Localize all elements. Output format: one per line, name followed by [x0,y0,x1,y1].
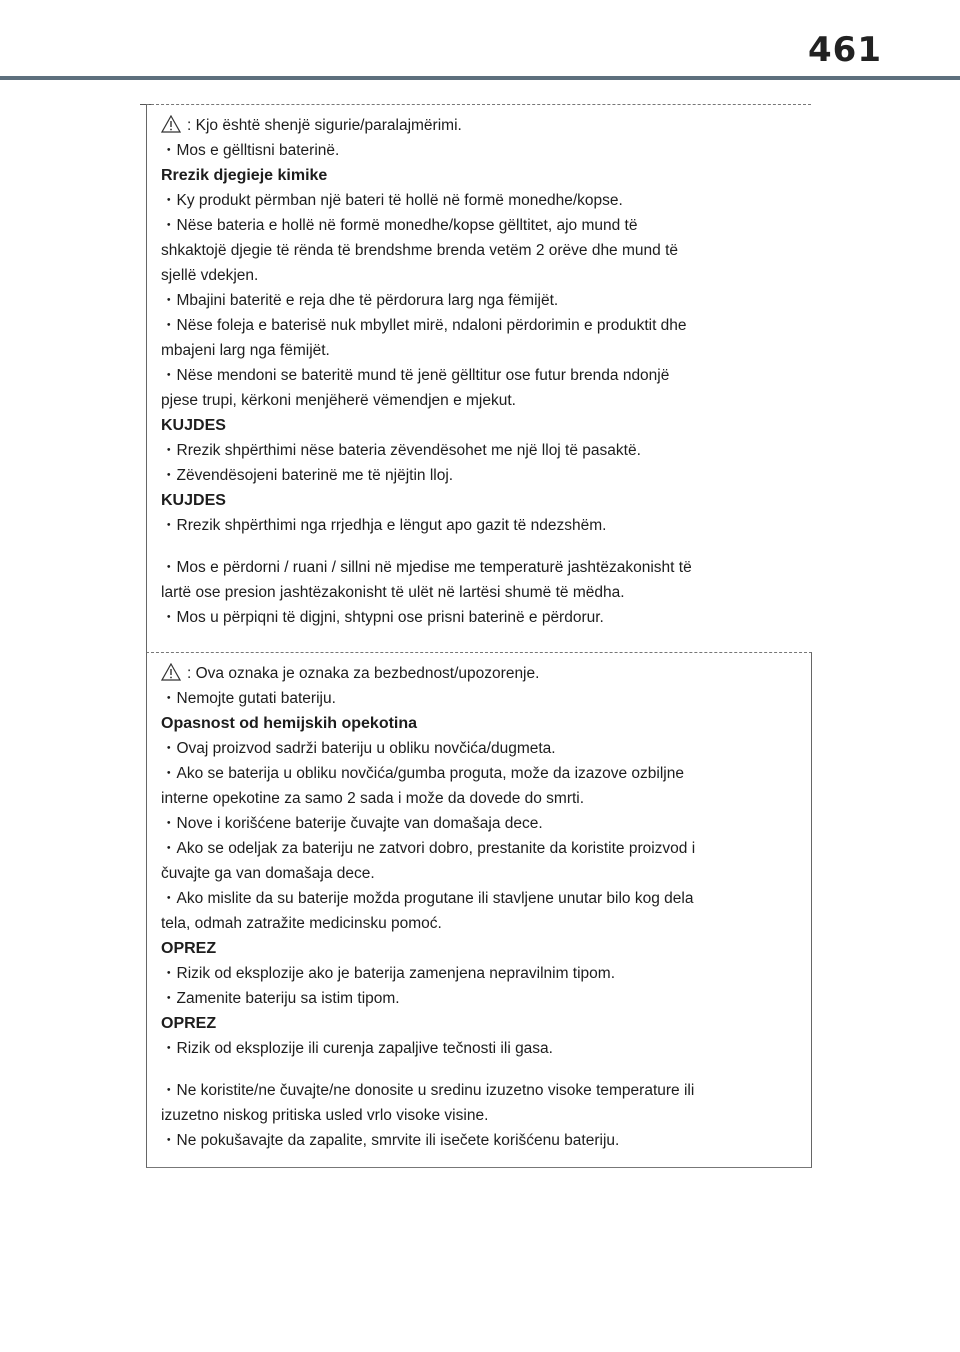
text-line [161,988,791,1010]
line-text: ・Nemojte gutati bateriju. [161,690,336,707]
line-text: ・Ako se odeljak za bateriju ne zatvori dobro, prestanite da koristite proizvod i [161,840,696,857]
text-line [161,465,791,487]
line-text: Rrezik djegieje kimike [161,167,328,184]
line-text: shkaktojë djegie të rënda të brendshme brenda vetëm 2 orëve dhe mund të [161,242,678,259]
line-text: mbajeni larg nga fëmijët. [161,342,330,359]
line-text: ・Rizik od eksplozije ako je baterija zamenjena nepravilnim tipom. [161,965,616,982]
page-number: 461 [808,30,882,70]
line-text: ・Nëse mendoni se bateritë mund të jenë gëlltitur ose futur brenda ndonjë [161,367,670,384]
text-line [161,390,791,412]
warning-triangle-icon [161,663,181,681]
text-line [161,1038,791,1060]
line-text: interne opekotine za samo 2 sada i može da dovede do smrti. [161,790,585,807]
line-text: ・Nëse foleja e baterisë nuk mbyllet mirë, ndaloni përdorimin e produktit dhe [161,317,687,334]
text-line [161,863,791,885]
albanian-warning-box [146,104,811,653]
text-line [161,365,791,387]
line-text: ・Ako se baterija u obliku novčića/gumba proguta, može da izazove ozbiljne [161,765,684,782]
line-text: ・Rrezik shpërthimi nëse bateria zëvendësohet me një lloj të pasaktë. [161,442,641,459]
line-text: ・Mbajini bateritë e reja dhe të përdorura larg nga fëmijët. [161,292,559,309]
serbian-warning-box [146,652,812,1168]
line-text: čuvajte ga van domašaja dece. [161,865,375,882]
line-text: ・Ako mislite da su baterije možda progutane ili stavljene unutar bilo kog dela [161,890,694,907]
text-line [161,240,791,262]
line-text: ・Ky produkt përmban një bateri të hollë në formë monedhe/kopse. [161,192,623,209]
line-text: pjese trupi, kërkoni menjëherë vëmendjen e mjekut. [161,392,516,409]
text-line [161,763,791,785]
text-line [161,813,791,835]
line-text: ・Rrezik shpërthimi nga rrjedhja e lëngut apo gazit të ndezshëm. [161,517,607,534]
line-text: ・Ne koristite/ne čuvajte/ne donosite u sredinu izuzetno visoke temperature ili [161,1082,695,1099]
text-line [161,140,791,162]
line-text: tela, odmah zatražite medicinsku pomoć. [161,915,442,932]
text-line [161,607,791,629]
section-heading [161,490,791,512]
text-line [161,888,791,910]
text-line [161,315,791,337]
line-text: ・Zamenite bateriju sa istim tipom. [161,990,400,1007]
line-text: OPREZ [161,940,217,957]
line-text: ・Nove i korišćene baterije čuvajte van domašaja dece. [161,815,543,832]
text-line [161,440,791,462]
text-line [161,963,791,985]
text-line [161,738,791,760]
text-line [161,340,791,362]
line-text: ・Mos u përpiqni të digjni, shtypni ose prisni baterinë e përdorur. [161,609,604,626]
header-rule [0,76,960,80]
line-text: KUJDES [161,492,226,509]
text-line [161,582,791,604]
albanian-warning-text [161,115,791,629]
section-heading [161,938,791,960]
text-line [161,913,791,935]
text-line [161,1130,791,1152]
text-line [161,557,791,579]
section-heading [161,415,791,437]
warning-symbol-line [161,115,791,137]
text-line [161,838,791,860]
line-text: : Ova oznaka je oznaka za bezbednost/upozorenje. [187,665,540,682]
line-text: ・Ne pokušavajte da zapalite, smrvite ili isečete korišćenu bateriju. [161,1132,620,1149]
warning-triangle-icon [161,115,181,133]
line-text: ・Mos e gëlltisni baterinë. [161,142,340,159]
line-text: : Kjo është shenjë sigurie/paralajmërimi. [187,117,462,134]
text-line [161,1080,791,1102]
text-line [161,290,791,312]
text-line [161,688,791,710]
line-text: izuzetno niskog pritiska usled vrlo visoke visine. [161,1107,489,1124]
line-text: OPREZ [161,1015,217,1032]
section-heading [161,165,791,187]
paragraph-gap [161,1060,791,1080]
text-line [161,788,791,810]
line-text: Opasnost od hemijskih opekotina [161,715,418,732]
line-text: lartë ose presion jashtëzakonisht të ulët në lartësi shumë të mëdha. [161,584,625,601]
line-text: KUJDES [161,417,226,434]
section-heading [161,713,791,735]
line-text: ・Zëvendësojeni baterinë me të njëjtin lloj. [161,467,454,484]
text-line [161,215,791,237]
line-text: sjellë vdekjen. [161,267,259,284]
line-text: ・Mos e përdorni / ruani / sillni në mjedise me temperaturë jashtëzakonisht të [161,559,692,576]
line-text: ・Nëse bateria e hollë në formë monedhe/kopse gëlltitet, ajo mund të [161,217,638,234]
line-text: ・Rizik od eksplozije ili curenja zapaljive tečnosti ili gasa. [161,1040,553,1057]
line-text: ・Ovaj proizvod sadrži bateriju u obliku novčića/dugmeta. [161,740,556,757]
warning-symbol-line [161,663,791,685]
text-line [161,265,791,287]
text-line [161,1105,791,1127]
text-line [161,190,791,212]
section-heading [161,1013,791,1035]
serbian-warning-text [161,663,791,1152]
text-line [161,515,791,537]
paragraph-gap [161,537,791,557]
